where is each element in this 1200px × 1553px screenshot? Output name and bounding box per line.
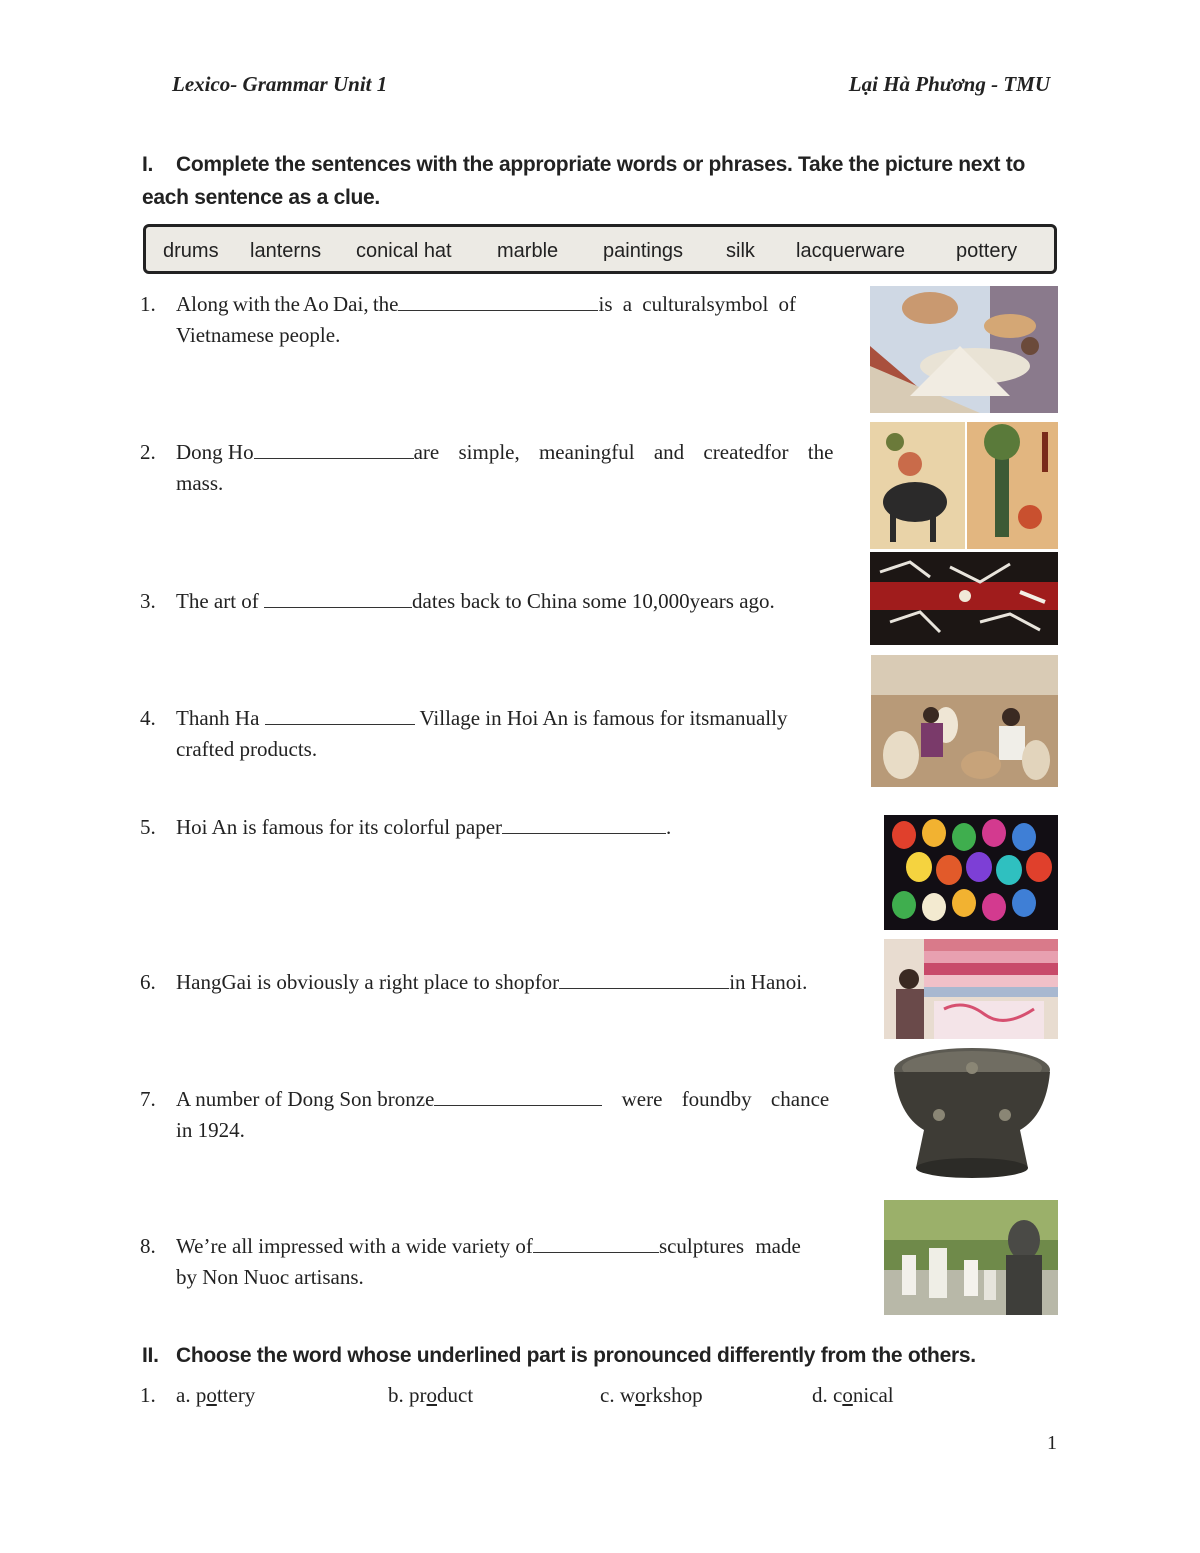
silk-picture — [884, 939, 1058, 1039]
question-text: A number of Dong Son bronze — [176, 1087, 435, 1111]
word-bank-item: drums — [163, 240, 219, 262]
answer-blank[interactable] — [254, 438, 414, 459]
section-2-number: II. — [142, 1344, 159, 1367]
question-text: Hoi An is famous for its colorful paper — [176, 815, 503, 839]
option-text: b. pr — [388, 1383, 427, 1407]
question-number: 1. — [140, 292, 156, 316]
answer-blank[interactable] — [434, 1085, 602, 1106]
option-text: rkshop — [645, 1383, 703, 1407]
question-number: 6. — [140, 970, 156, 994]
answer-blank[interactable] — [502, 813, 666, 834]
lacquerware-picture — [870, 552, 1058, 645]
question-text: in 1924. — [176, 1118, 245, 1142]
answer-blank[interactable] — [398, 290, 598, 311]
option-text: c. w — [600, 1383, 635, 1407]
word-bank-item: lanterns — [250, 240, 322, 262]
option-b[interactable] — [388, 1383, 473, 1408]
conical-hat-picture — [870, 286, 1058, 413]
question-text: is a culturalsymbol of — [598, 292, 797, 316]
option-a[interactable] — [176, 1383, 255, 1408]
option-d[interactable] — [812, 1383, 894, 1408]
word-bank-item: conical hat — [356, 240, 452, 262]
underlined-part: o — [635, 1383, 646, 1407]
question-text: in Hanoi. — [729, 970, 808, 994]
question-text: Vietnamese people. — [176, 323, 341, 347]
option-c[interactable] — [600, 1383, 703, 1408]
option-text: duct — [437, 1383, 474, 1407]
dong-ho-paintings-picture — [870, 422, 1058, 549]
question-text: sculptures made — [658, 1234, 801, 1258]
question-text: Village in Hoi An is famous for itsmanually — [414, 706, 788, 730]
section-1-title-line1: Complete the sentences with the appropriate words or phrases. Take the picture next to — [176, 153, 1026, 176]
section-2-title — [142, 1339, 1062, 1372]
word-bank — [143, 224, 1057, 274]
lanterns-picture — [884, 815, 1058, 930]
question-number: 7. — [140, 1087, 156, 1111]
question-number: 5. — [140, 815, 156, 839]
question-number: 4. — [140, 706, 156, 730]
question-text: crafted products. — [176, 737, 318, 761]
underlined-part: o — [206, 1383, 217, 1407]
word-bank-item: marble — [497, 240, 559, 262]
page-number: 1 — [1047, 1432, 1057, 1454]
option-text: nical — [852, 1383, 894, 1407]
word-bank-item: paintings — [603, 240, 684, 262]
question-text: were foundby chance — [602, 1087, 830, 1111]
marble-sculptures-picture — [884, 1200, 1058, 1315]
word-bank-item: silk — [726, 240, 755, 262]
option-text: a. p — [176, 1383, 207, 1407]
option-text: d. c — [812, 1383, 843, 1407]
word-bank-item: pottery — [956, 240, 1018, 262]
underlined-part: o — [426, 1383, 437, 1407]
answer-blank[interactable] — [559, 968, 729, 989]
question-text: Thanh Ha — [176, 706, 265, 730]
option-text: ttery — [216, 1383, 256, 1407]
question-number: 2. — [140, 440, 156, 464]
question-text: dates back to China some 10,000years ago. — [412, 589, 775, 613]
mc-question-number: 1. — [140, 1383, 156, 1407]
bronze-drum-picture — [884, 1040, 1058, 1185]
answer-blank[interactable] — [264, 587, 412, 608]
question-text: Along with the Ao Dai, the — [176, 292, 399, 316]
header-left: Lexico- Grammar Unit 1 — [172, 72, 388, 96]
section-1-title — [142, 148, 1062, 214]
question-text: . — [666, 815, 672, 839]
answer-blank[interactable] — [265, 704, 415, 725]
question-text: mass. — [176, 471, 224, 495]
question-text: We’re all impressed with a wide variety of — [176, 1234, 533, 1258]
pottery-picture — [871, 655, 1058, 787]
header-right: Lại Hà Phương - TMU — [848, 72, 1050, 96]
question-text: HangGai is obviously a right place to shopfor — [176, 970, 560, 994]
underlined-part: o — [842, 1383, 853, 1407]
question-number: 3. — [140, 589, 156, 613]
section-1-title-line2: each sentence as a clue. — [142, 186, 380, 209]
word-bank-item: lacquerware — [796, 240, 905, 262]
question-text: The art of — [176, 589, 265, 613]
question-text: are simple, meaningful and createdfor the — [413, 440, 834, 464]
section-1-number: I. — [142, 153, 154, 176]
question-text: by Non Nuoc artisans. — [176, 1265, 364, 1289]
question-text: Dong Ho — [176, 440, 254, 464]
question-number: 8. — [140, 1234, 156, 1258]
answer-blank[interactable] — [533, 1232, 659, 1253]
section-2-title-text: Choose the word whose underlined part is pronounced differently from the others. — [176, 1344, 976, 1367]
